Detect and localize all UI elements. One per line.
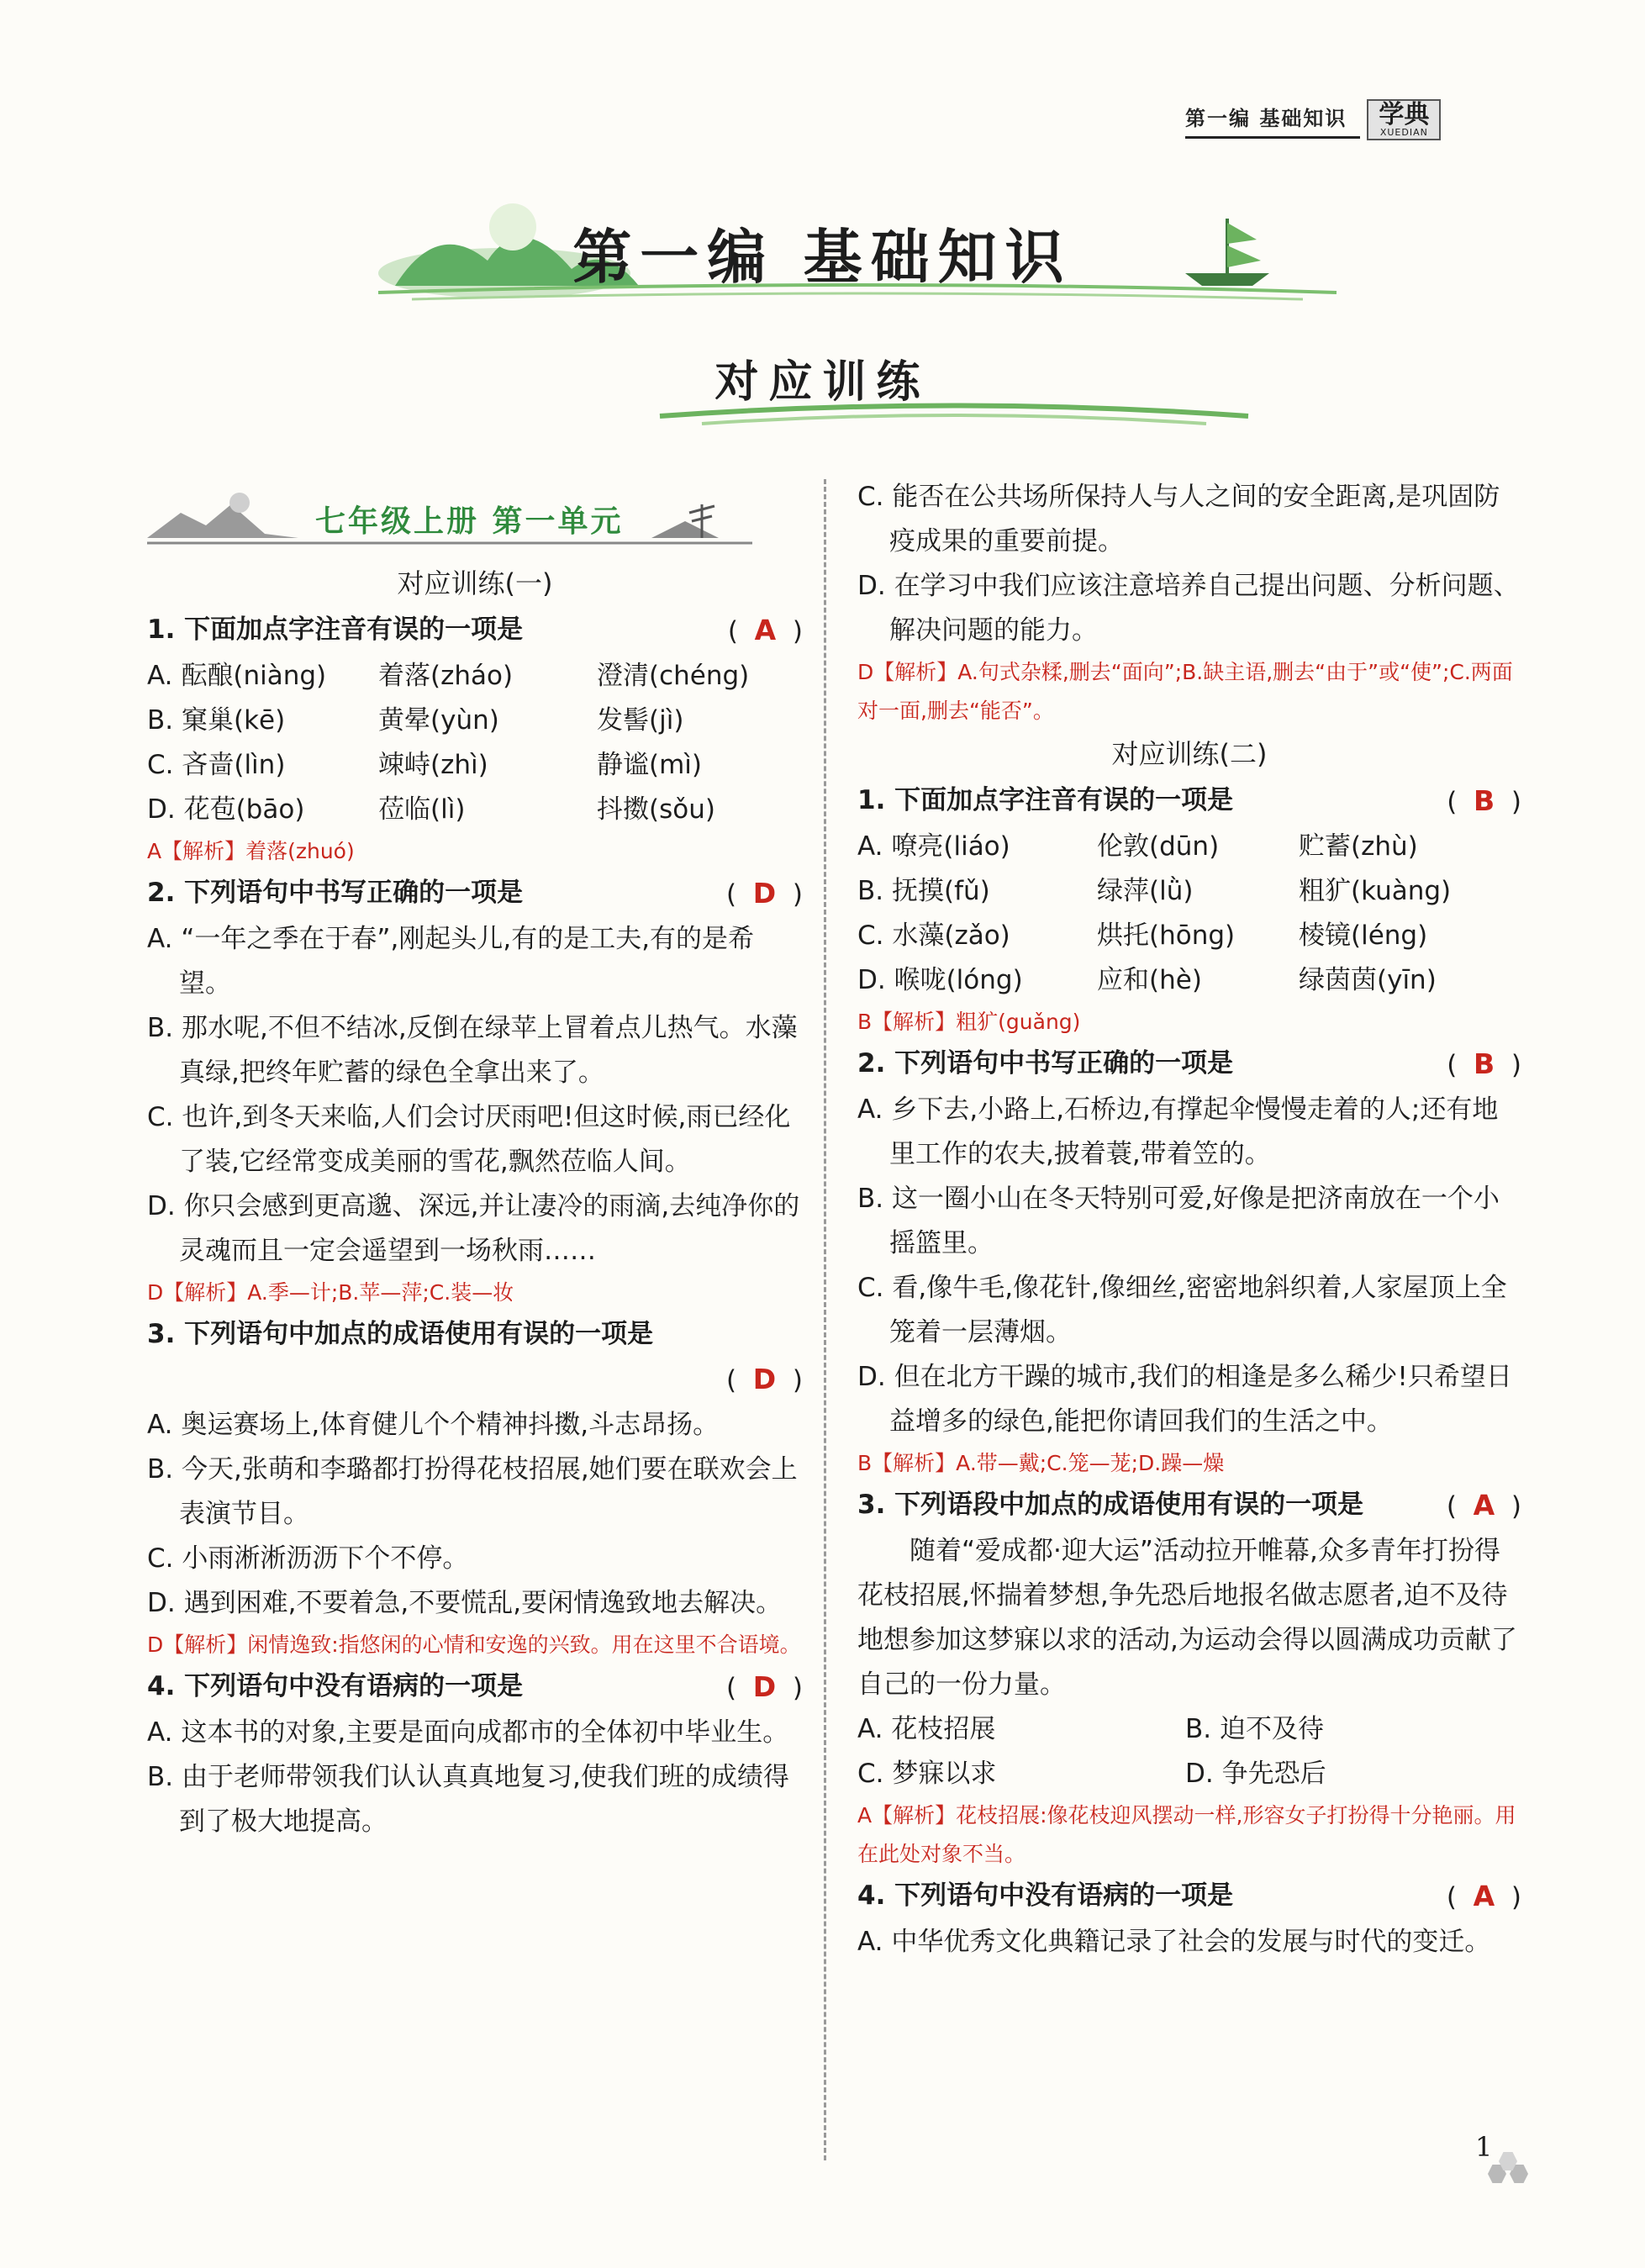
option-d: D. 遇到困难,不要着急,不要慌乱,要闲情逸致地去解决。 <box>147 1588 783 1618</box>
answer-letter: A <box>754 614 777 646</box>
option-cell: B. 窠巢(kē) <box>147 705 286 736</box>
option-a: A. “一年之季在于春”,刚起头儿,有的是工夫,有的是希望。 <box>147 924 755 999</box>
logo-cn: 学典 <box>1379 100 1430 129</box>
xuedian-logo <box>1367 99 1441 140</box>
analysis-note: B【解析】A.带—戴;C.笼—茏;D.躁—燥 <box>857 1451 1225 1475</box>
analysis-note: D【解析】A.句式杂糅,删去“面向”;B.缺主语,删去“由于”或“使”;C.两面对一面,删去“能否”。 <box>857 660 1513 723</box>
question-2 <box>147 871 803 917</box>
option-cell: A. 酝酿(niàng) <box>147 661 327 691</box>
page-number: 1 <box>1475 2131 1493 2163</box>
question-3 <box>857 1483 1521 1529</box>
option-cell: 应和(hè) <box>1097 965 1202 995</box>
option-d: D. 争先恐后 <box>1185 1759 1326 1789</box>
answer-slot: ( D ) <box>725 1670 803 1703</box>
option-a: A. 奥运赛场上,体育健儿个个精神抖擞,斗志昂扬。 <box>147 1410 720 1440</box>
option-c: C. 看,像牛毛,像花针,像细丝,密密地斜织着,人家屋顶上全笼着一层薄烟。 <box>857 1273 1507 1348</box>
column-divider <box>824 479 826 2160</box>
answer-slot: ( A ) <box>727 614 803 646</box>
option-cell: 莅临(lì) <box>378 794 466 825</box>
option-row <box>147 788 803 832</box>
passage-text: 随着“爱成都·迎大运”活动拉开帷幕,众多青年打扮得花枝招展,怀揣着梦想,争先恐后地报名做志愿者,迫不及待地想参加这梦寐以求的活动,为运动会得以圆满成功贡献了自己的一份力量。 <box>857 1536 1517 1700</box>
question-stem: 4. 下列语句中没有语病的一项是 <box>147 1671 524 1701</box>
question-stem: 1. 下面加点字注音有误的一项是 <box>147 614 524 645</box>
logo-en: XUEDIAN <box>1379 127 1428 138</box>
option-c: C. 能否在公共场所保持人与人之间的安全距离,是巩固防疫成果的重要前提。 <box>857 482 1500 556</box>
option-row <box>857 869 1521 914</box>
option-pair <box>857 1707 1521 1752</box>
option-a: A. 乡下去,小路上,石桥边,有撑起伞慢慢走着的人;还有地里工作的农夫,披着蓑,带着笠的。 <box>857 1094 1499 1169</box>
section-title-2: 对应训练(二) <box>1111 738 1268 770</box>
answer-letter: B <box>1474 784 1495 817</box>
option-cell: 粗犷(kuàng) <box>1299 876 1452 906</box>
option-cell: 绿萍(lǜ) <box>1097 876 1194 906</box>
answer-letter: A <box>1473 1489 1495 1522</box>
option-c: C. 小雨淅淅沥沥下个不停。 <box>147 1543 469 1574</box>
answer-slot: ( D ) <box>725 877 803 910</box>
option-row <box>857 825 1521 869</box>
answer-slot: ( A ) <box>1446 1489 1521 1522</box>
option-cell: 棱镜(léng) <box>1299 920 1428 951</box>
subtitle-swoosh-decoration <box>651 395 1257 429</box>
option-c: C. 梦寐以求 <box>857 1759 997 1789</box>
option-cell: D. 花苞(bāo) <box>147 794 305 825</box>
option-b: B. 由于老师带领我们认认真真地复习,使我们班的成绩得到了极大地提高。 <box>147 1762 789 1837</box>
question-3-answer-row <box>147 1357 803 1403</box>
option-row <box>857 914 1521 958</box>
option-row <box>147 699 803 743</box>
option-b: B. 这一圈小山在冬天特别可爱,好像是把济南放在一个小摇篮里。 <box>857 1184 1500 1258</box>
option-row <box>147 654 803 699</box>
answer-slot: ( B ) <box>1447 784 1521 817</box>
question-stem: 3. 下列语段中加点的成语使用有误的一项是 <box>857 1490 1364 1520</box>
question-stem: 2. 下列语句中书写正确的一项是 <box>147 878 524 908</box>
option-cell: C. 吝啬(lìn) <box>147 750 286 780</box>
analysis-note: A【解析】花枝招展:像花枝迎风摆动一样,形容女子打扮得十分艳丽。用在此处对象不当。 <box>857 1803 1516 1866</box>
option-cell: 黄晕(yùn) <box>378 705 499 736</box>
running-header-text: 第一编 基础知识 <box>1185 102 1360 139</box>
chapter-title: 第一编 基础知识 <box>572 222 1073 292</box>
question-1 <box>857 778 1521 825</box>
analysis-note: B【解析】粗犷(guǎng) <box>857 1010 1081 1034</box>
answer-slot: ( D ) <box>725 1363 803 1395</box>
section-title-1: 对应训练(一) <box>397 567 553 599</box>
answer-letter: D <box>752 1670 777 1703</box>
question-4 <box>857 1874 1521 1920</box>
question-4 <box>147 1664 803 1711</box>
answer-letter: A <box>1473 1880 1495 1912</box>
question-2 <box>857 1042 1521 1088</box>
option-cell: 发髻(jì) <box>597 705 684 736</box>
unit-title: 七年级上册 第一单元 <box>315 504 624 539</box>
option-cell: 竦峙(zhì) <box>378 750 488 780</box>
option-cell: 烘托(hōng) <box>1097 920 1236 951</box>
option-cell: D. 喉咙(lóng) <box>857 965 1023 995</box>
option-b: B. 今天,张萌和李璐都打扮得花枝招展,她们要在联欢会上表演节目。 <box>147 1454 798 1529</box>
option-b: B. 迫不及待 <box>1185 1714 1324 1744</box>
option-b: B. 那水呢,不但不结冰,反倒在绿苹上冒着点儿热气。水藻真绿,把终年贮蓄的绿色全拿出来了。 <box>147 1013 798 1088</box>
option-cell: 静谧(mì) <box>597 750 702 780</box>
question-3 <box>147 1312 803 1357</box>
option-d: D. 你只会感到更高邈、深远,并让凄冷的雨滴,去纯净你的灵魂而且一定会遥望到一场秋雨…… <box>147 1191 800 1266</box>
option-cell: 贮蓄(zhù) <box>1299 831 1418 862</box>
question-stem: 4. 下列语句中没有语病的一项是 <box>857 1880 1234 1911</box>
answer-letter: D <box>752 877 777 910</box>
option-c: C. 也许,到冬天来临,人们会讨厌雨吧!但这时候,雨已经化了装,它经常变成美丽的雪花,飘然莅临人间。 <box>147 1102 791 1177</box>
question-1 <box>147 608 803 654</box>
answer-letter: D <box>752 1363 777 1395</box>
question-stem: 2. 下列语句中书写正确的一项是 <box>857 1048 1234 1079</box>
analysis-note: D【解析】闲情逸致:指悠闲的心情和安逸的兴致。用在这里不合语境。 <box>147 1632 801 1657</box>
answer-letter: B <box>1474 1047 1495 1080</box>
option-cell: 抖擞(sǒu) <box>597 794 715 825</box>
option-cell: 澄清(chéng) <box>597 661 750 691</box>
running-header <box>1185 99 1441 140</box>
analysis-note: D【解析】A.季—计;B.苹—萍;C.装—妆 <box>147 1280 514 1305</box>
answer-slot: ( A ) <box>1446 1880 1521 1912</box>
analysis-note: A【解析】着落(zhuó) <box>147 839 355 863</box>
section-subtitle: 对应训练 <box>714 357 931 408</box>
option-cell: C. 水藻(zǎo) <box>857 920 1010 951</box>
option-cell: 绿茵茵(yīn) <box>1299 965 1437 995</box>
question-stem: 3. 下列语句中加点的成语使用有误的一项是 <box>147 1319 654 1349</box>
option-d: D. 但在北方干躁的城市,我们的相逢是多么稀少!只希望日益增多的绿色,能把你请回我们的生活之中。 <box>857 1362 1512 1437</box>
answer-slot: ( B ) <box>1447 1047 1521 1080</box>
unit-banner <box>147 488 803 555</box>
option-a: A. 中华优秀文化典籍记录了社会的发展与时代的变迁。 <box>857 1927 1491 1957</box>
question-stem: 1. 下面加点字注音有误的一项是 <box>857 785 1234 815</box>
option-cell: 着落(zháo) <box>378 661 514 691</box>
option-pair <box>857 1752 1521 1796</box>
option-row <box>857 958 1521 1003</box>
option-a: A. 这本书的对象,主要是面向成都市的全体初中毕业生。 <box>147 1717 789 1748</box>
option-d: D. 在学习中我们应该注意培养自己提出问题、分析问题、解决问题的能力。 <box>857 571 1520 646</box>
option-row <box>147 743 803 788</box>
option-cell: B. 抚摸(fǔ) <box>857 876 990 906</box>
option-a: A. 花枝招展 <box>857 1714 996 1744</box>
right-column <box>857 475 1521 1965</box>
left-column <box>147 488 803 1844</box>
option-cell: A. 嘹亮(liáo) <box>857 831 1010 862</box>
option-cell: 伦敦(dūn) <box>1097 831 1220 862</box>
